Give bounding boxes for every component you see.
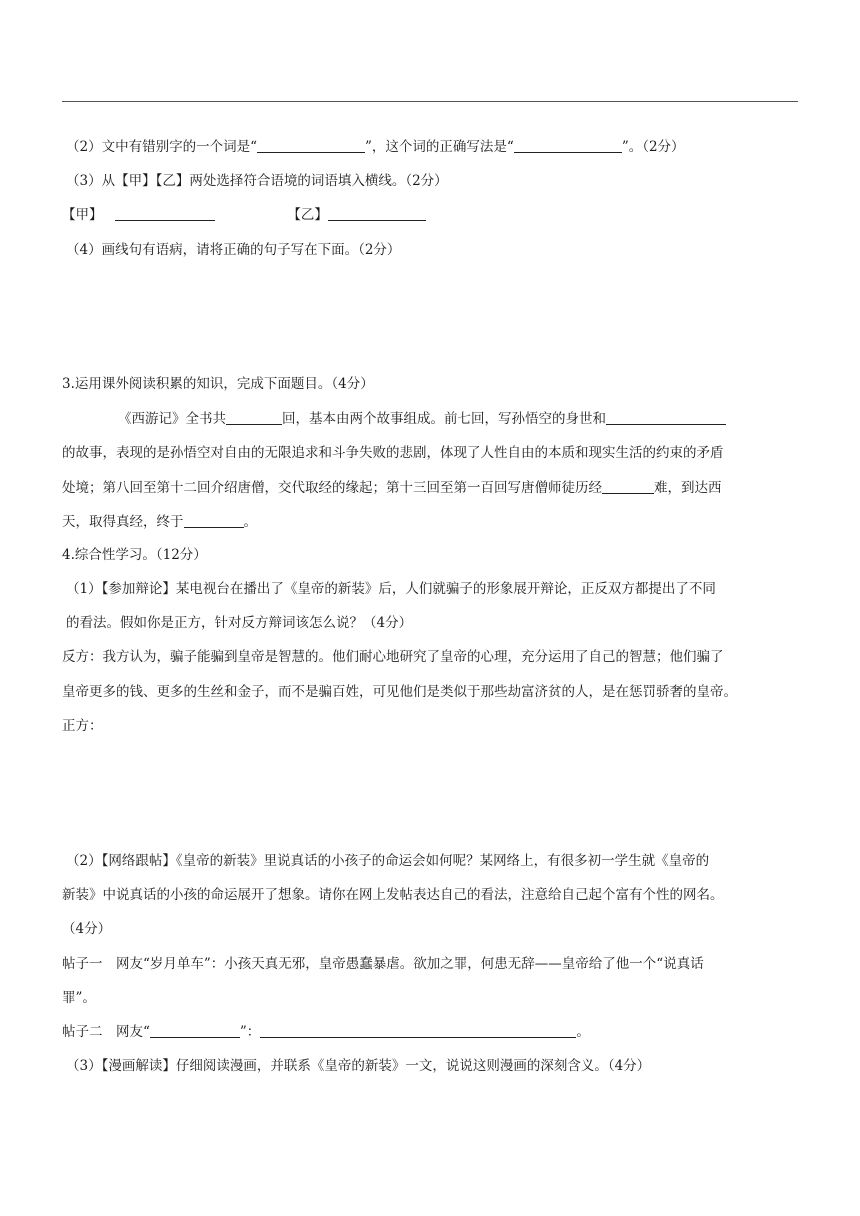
zhengfang-label: 正方： <box>62 718 103 734</box>
q2-part2-text-b: ”，这个词的正确写法是“ <box>365 139 514 155</box>
ending-blank[interactable] <box>184 514 244 528</box>
q3-line1-text-b: 回，基本由两个故事组成。前七回，写孙悟空的身世和 <box>282 411 606 427</box>
q4-part3: （3）【漫画解读】仔细阅读漫画，并联系《皇帝的新装》一文，说说这则漫画的深刻含义。（4分） <box>66 1058 651 1074</box>
post1-line2: 罪”。 <box>62 990 96 1006</box>
chapter-count-blank[interactable] <box>226 411 282 425</box>
q3-line3-text-b: 难，到达西 <box>654 480 722 496</box>
header-rule <box>62 101 798 102</box>
q3-line4 <box>62 513 257 531</box>
yi-label: 【乙】 <box>287 207 328 223</box>
post2-text-c: 。 <box>576 1024 590 1040</box>
yi-blank[interactable] <box>328 207 426 221</box>
jia-label: 【甲】 <box>62 207 103 223</box>
q3-line4-text-b: 。 <box>243 514 257 530</box>
correct-word-blank[interactable] <box>514 139 622 153</box>
fanfang-line2: 皇帝更多的钱、更多的生丝和金子，而不是骗百姓，可见他们是类似于那些劫富济贫的人，是在惩罚骄奢的皇帝。 <box>62 684 737 700</box>
q4-title: 4.综合性学习。（12分） <box>62 547 207 563</box>
q2-answer-row <box>62 206 426 224</box>
post-content-blank[interactable] <box>260 1024 576 1038</box>
q2-part4: （4）画线句有语病，请将正确的句子写在下面。（2分） <box>66 242 401 258</box>
q4-part2-line1: （2）【网络跟帖】《皇帝的新装》里说真话的小孩子的命运会如何呢？某网络上，有很多初一学生就《皇帝的 <box>66 853 710 869</box>
q2-part2 <box>66 138 685 156</box>
q3-line4-text-a: 天，取得真经，终于 <box>62 514 184 530</box>
q3-line3 <box>62 479 722 497</box>
post2-text-a: 帖子二 网友“ <box>62 1024 150 1040</box>
q3-line3-text-a: 处境；第八回至第十二回介绍唐僧，交代取经的缘起；第十三回至第一百回写唐僧师徒历经 <box>62 480 602 496</box>
q3-line1-text-a: 《西游记》全书共 <box>118 411 226 427</box>
post2-text-b: ”： <box>239 1024 261 1040</box>
fanfang-line1: 反方：我方认为，骗子能骗到皇帝是智慧的。他们耐心地研究了皇帝的心理，充分运用了自己的智慧；他们骗了 <box>62 649 724 665</box>
story-blank[interactable] <box>606 411 726 425</box>
post2-line <box>62 1023 590 1041</box>
wrong-word-blank[interactable] <box>257 139 365 153</box>
q4-part1-line2: 的看法。假如你是正方，针对反方辩词该怎么说？（4分） <box>66 615 413 631</box>
difficulty-count-blank[interactable] <box>602 480 654 494</box>
q4-part2-line3: （4分） <box>62 921 112 937</box>
q4-part2-line2: 新装》中说真话的小孩的命运展开了想象。请你在网上发帖表达自己的看法，注意给自己起个富有个性的网名。 <box>62 887 724 903</box>
q3-line2: 的故事，表现的是孙悟空对自由的无限追求和斗争失败的悲剧，体现了人性自由的本质和现实生活的约束的矛盾 <box>62 445 724 461</box>
post1-line1: 帖子一 网友“岁月单车”：小孩天真无邪，皇帝愚蠢暴虐。欲加之罪，何患无辞——皇帝给了他一个“说真话 <box>62 956 704 972</box>
jia-blank[interactable] <box>115 207 215 221</box>
q2-part2-text-a: （2）文中有错别字的一个词是“ <box>66 139 257 155</box>
q3-title: 3.运用课外阅读积累的知识，完成下面题目。（4分） <box>62 376 374 392</box>
q2-part3: （3）从【甲】【乙】两处选择符合语境的词语填入横线。（2分） <box>66 173 448 189</box>
q4-part1-line1: （1）【参加辩论】某电视台在播出了《皇帝的新装》后，人们就骗子的形象展开辩论，正反双方都提出了不同 <box>66 581 716 597</box>
q2-part2-text-c: ”。（2分） <box>621 139 685 155</box>
nickname-blank[interactable] <box>150 1024 240 1038</box>
q3-line1 <box>118 410 726 428</box>
